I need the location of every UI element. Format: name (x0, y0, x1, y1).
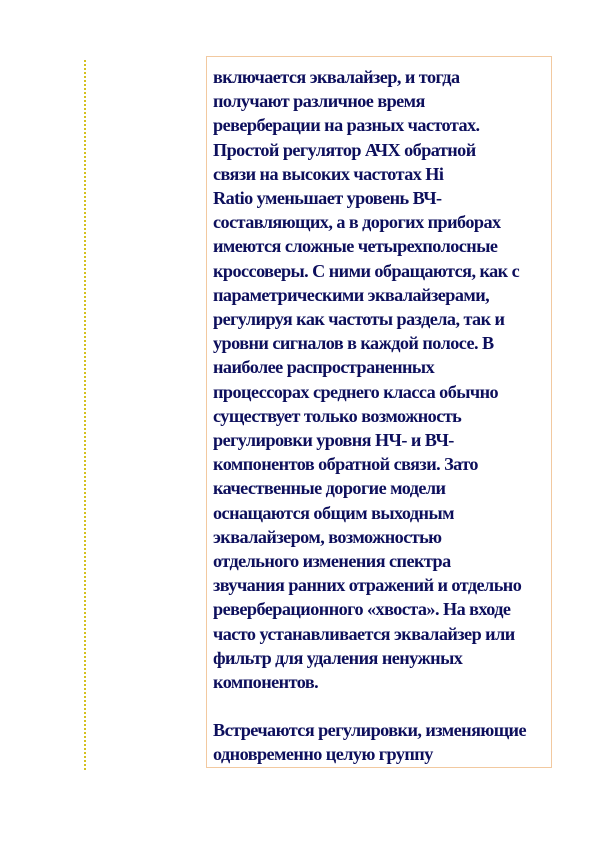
margin-rule (84, 60, 86, 770)
body-paragraph: Встречаются регулировки, изменяющие одновременно целую группу (213, 720, 526, 765)
text-frame (206, 56, 552, 768)
body-paragraph: включается эквалайзер, и тогда получают различное время реверберации на разных частотах. Простой регулятор АЧХ обратной связи на высоких частотах Hi Ratio уменьшает уровень ВЧ- составляющих, а в дорогих приборах имеются сложные четырехполосные кроссоверы. С ними обращаются, как с параметрическими эквалайзерами, регулируя как частоты раздела, так и уровни сигналов в каждой полосе. В наиболее распространенных процессорах среднего класса обычно существует только возможность регулировки уровня НЧ- и ВЧ- компонентов обратной связи. Зато качественные дорогие модели оснащаются общим выходным эквалайзером, возможностью отдельного изменения спектра звучания ранних отражений и отдельно реверберационного «хвоста». На входе часто устанавливается эквалайзер или фильтр для удаления ненужных компонентов. (213, 67, 522, 693)
